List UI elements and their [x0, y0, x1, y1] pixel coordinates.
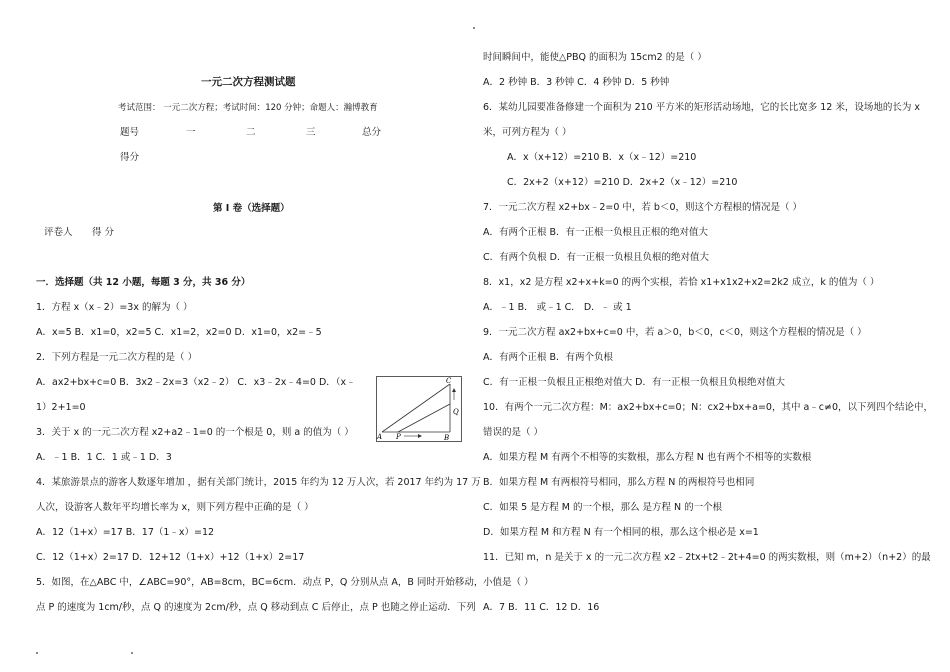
question-line: C．2x+2（x+12）=210 D．2x+2（x﹣12）=210	[507, 177, 738, 188]
section-title: 第 I 卷（选择题）	[213, 203, 290, 214]
side-ac	[382, 384, 450, 432]
question-line: 5．如图，在△ABC 中，∠ABC=90°，AB=8cm，BC=6cm．动点 P，Q 分别从点 A，B 同时开始移动，	[36, 577, 484, 588]
question-line: A．x=5 B．x1=0，x2=5 C．x1=2，x2=0 D．x1=0，x2=﹣5	[36, 327, 322, 338]
page-speck	[473, 27, 475, 29]
label-p: P	[396, 433, 401, 441]
question-line: 8．x1，x2 是方程 x2+x+k=0 的两个实根，若恰 x1+x1x2+x2=2k2 成立，k 的值为（ ）	[483, 277, 880, 288]
question-line: A．如果方程 M 有两个不相等的实数根，那么方程 N 也有两个不相等的实数根	[483, 452, 812, 463]
question-line: 小值是（ ）	[483, 577, 534, 588]
question-line: A．12（1+x）=17 B．17（1﹣x）=12	[36, 527, 215, 538]
label-c: C	[446, 377, 452, 385]
question-line: 错误的是（ ）	[483, 427, 544, 438]
question-line: 7．一元二次方程 x2+bx﹣2=0 中，若 b＜0，则这个方程根的情况是（ ）	[483, 202, 803, 213]
question-line: B．如果方程 M 有两根符号相同，那么方程 N 的两根符号也相同	[483, 477, 755, 488]
question-line: D．如果方程 M 和方程 N 有一个相同的根，那么这个根必是 x=1	[483, 527, 759, 538]
question-line: C．如果 5 是方程 M 的一个根，那么 是方程 N 的一个根	[483, 502, 723, 513]
question-line: A．ax2+bx+c=0 B．3x2﹣2x=3（x2﹣2） C．x3﹣2x﹣4=0 D．（x﹣	[36, 377, 356, 388]
arrow-up-head	[452, 388, 456, 392]
question-line: 点 P 的速度为 1cm/秒，点 Q 的速度为 2cm/秒，点 Q 移动到点 C 后停止，点 P 也随之停止运动．下列	[36, 602, 476, 613]
label-b: B	[444, 434, 450, 442]
question-line: 11．已知 m，n 是关于 x 的一元二次方程 x2﹣2tx+t2﹣2t+4=0 的两实数根，则（m+2）（n+2）的最	[483, 552, 931, 563]
score-label: 得 分	[92, 227, 115, 238]
question-line: 1）2+1=0	[36, 402, 86, 413]
question-line: 人次，设游客人数年平均增长率为 x，则下列方程中正确的是（ ）	[36, 502, 314, 513]
question-line: 4．某旅游景点的游客人数逐年增加 ，据有关部门统计，2015 年约为 12 万人次，若 2017 年约为 17 万	[36, 477, 481, 488]
question-line: 1．方程 x（x﹣2）=3x 的解为（ ）	[36, 302, 193, 313]
question-line: 6．某幼儿园要准备修建一个面积为 210 平方米的矩形活动场地，它的长比宽多 12 米，设场地的长为 x	[483, 102, 920, 113]
question-line: A．2 秒钟 B．3 秒钟 C．4 秒钟 D．5 秒钟	[483, 77, 670, 88]
triangle-diagram	[376, 376, 462, 442]
question-line: C．12（1+x）2=17 D．12+12（1+x）+12（1+x）2=17	[36, 552, 305, 563]
score-table-header-1: 一	[186, 127, 196, 138]
score-table-header-4: 总分	[362, 127, 382, 138]
question-line: 时间瞬间中，能使△PBQ 的面积为 15cm2 的是（ ）	[483, 52, 707, 63]
question-line: A．有两个正根 B．有一正根一负根且正根的绝对值大	[483, 227, 709, 238]
question-line: 2．下列方程是一元二次方程的是（ ）	[36, 352, 198, 363]
score-table-row-label: 得分	[120, 152, 140, 163]
score-table-header-0: 题号	[120, 127, 140, 138]
grader-label: 评卷人	[44, 227, 73, 238]
question-line: A．﹣1 B． 或﹣1 C． D．﹣ 或 1	[483, 302, 632, 313]
label-q: Q	[453, 408, 459, 416]
question-line: 3．关于 x 的一元二次方程 x2+a2﹣1=0 的一个根是 0，则 a 的值为（ ）	[36, 427, 354, 438]
exam-title: 一元二次方程测试题	[201, 76, 296, 88]
question-line: 米，可列方程为（ ）	[483, 127, 572, 138]
segment-pq	[398, 404, 450, 432]
question-line: A．7 B．11 C．12 D．16	[483, 602, 600, 613]
page-speck	[131, 652, 133, 654]
question-line: 10．有两个一元二次方程：M：ax2+bx+c=0；N：cx2+bx+a=0，其中 a﹣c≠0，以下列四个结论中，	[483, 402, 934, 413]
score-table-header-3: 三	[306, 127, 316, 138]
label-a: A	[377, 433, 383, 441]
question-line: 9．一元二次方程 ax2+bx+c=0 中，若 a＞0，b＜0，c＜0，则这个方程根的情况是（ ）	[483, 327, 867, 338]
question-line: A．有两个正根 B．有两个负根	[483, 352, 614, 363]
question-line: C．有两个负根 D．有一正根一负根且负根的绝对值大	[483, 252, 709, 263]
question-line: A．﹣1 B．1 C．1 或﹣1 D．3	[36, 452, 172, 463]
page-speck	[36, 652, 38, 654]
question-line: C．有一正根一负根且正根绝对值大 D．有一正根一负根且负根绝对值大	[483, 377, 785, 388]
question-line: A．x（x+12）=210 B．x（x﹣12）=210	[507, 152, 697, 163]
arrow-head	[418, 434, 422, 438]
part-heading: 一．选择题（共 12 小题，每题 3 分，共 36 分）	[36, 277, 251, 288]
score-table-header-2: 二	[246, 127, 256, 138]
exam-info: 考试范围： 一元二次方程；考试时间：120 分钟；命题人：瀚博教育	[118, 103, 378, 113]
